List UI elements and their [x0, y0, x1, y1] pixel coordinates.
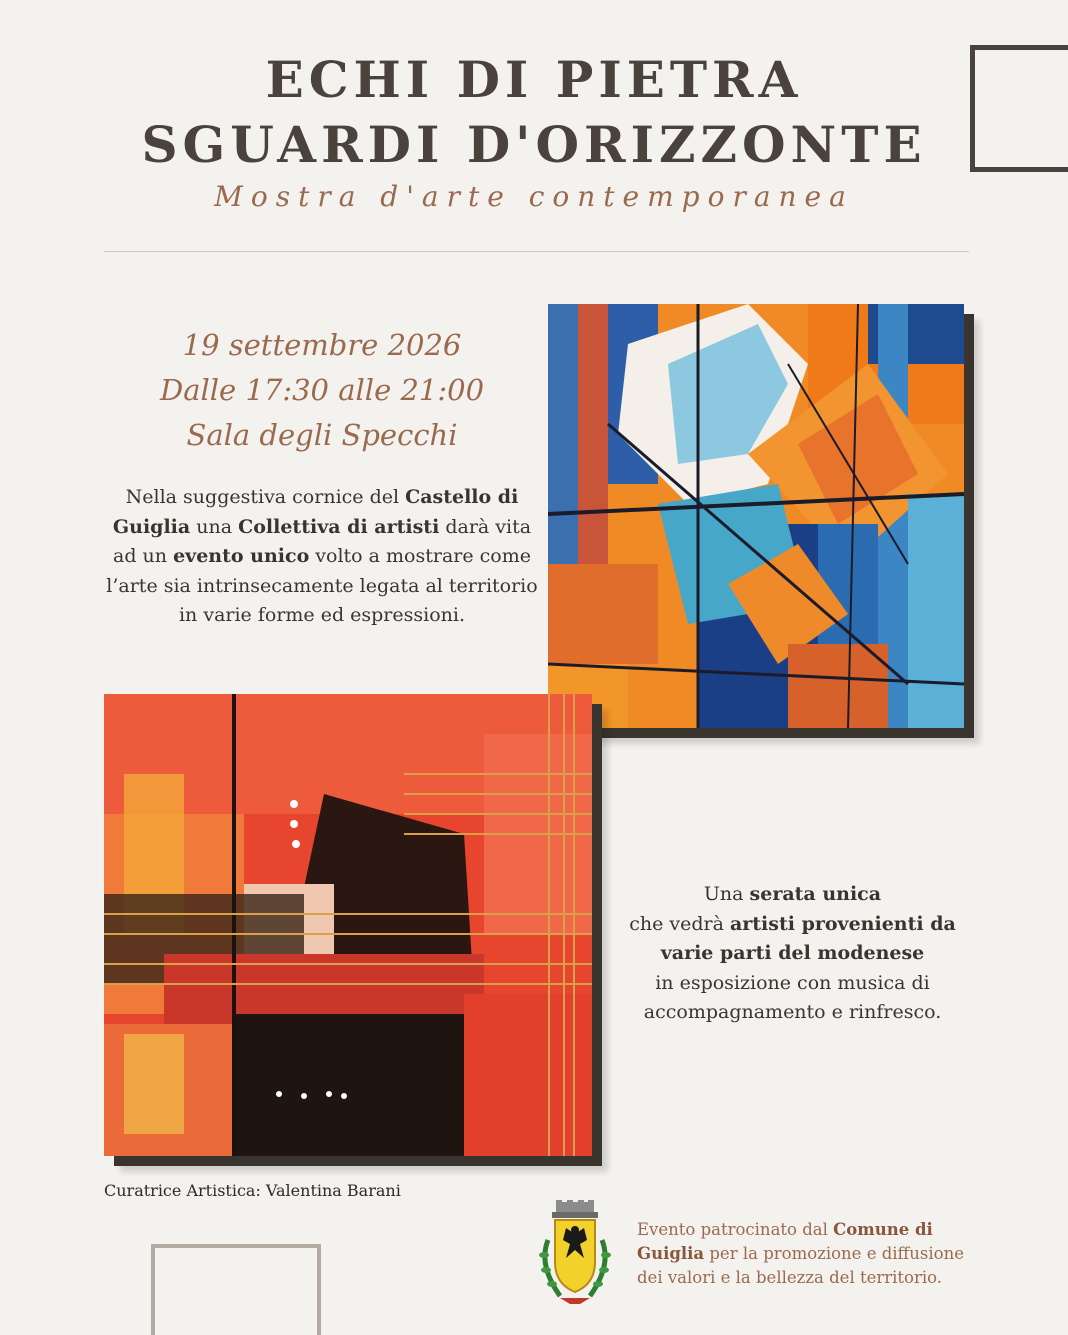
painting-bottom-image: [104, 694, 592, 1156]
patronage-note: Evento patrocinato dal Comune di Guiglia per la promozione e diffusione dei valori e la bellezza del territorio.: [637, 1220, 964, 1287]
decorative-frame-bottom: [151, 1244, 321, 1335]
painting-top-image: [548, 304, 964, 728]
event-venue: Sala degli Specchi: [186, 418, 458, 452]
coat-of-arms-logo: [530, 1200, 620, 1310]
title-line-1: ECHI DI PIETRA: [265, 50, 803, 109]
divider: [104, 251, 969, 252]
side-paragraph: Una serata unica che vedrà artisti provenienti da varie parti del modenese in esposizione con musica di accompagnamento e rinfresco.: [629, 883, 956, 1023]
subtitle: Mostra d'arte contemporanea: [214, 180, 854, 213]
title-line-2: SGUARDI D'ORIZZONTE: [141, 115, 927, 174]
event-date: 19 settembre 2026: [182, 328, 462, 362]
event-time: Dalle 17:30 alle 21:00: [159, 373, 485, 407]
intro-paragraph: Nella suggestiva cornice del Castello di Guiglia una Collettiva di artisti darà vita ad un evento unico volto a mostrare come l’arte sia intrinsecamente legata al territorio in varie forme ed espressioni.: [106, 486, 538, 626]
curator-credit: Curatrice Artistica: Valentina Barani: [104, 1181, 401, 1200]
